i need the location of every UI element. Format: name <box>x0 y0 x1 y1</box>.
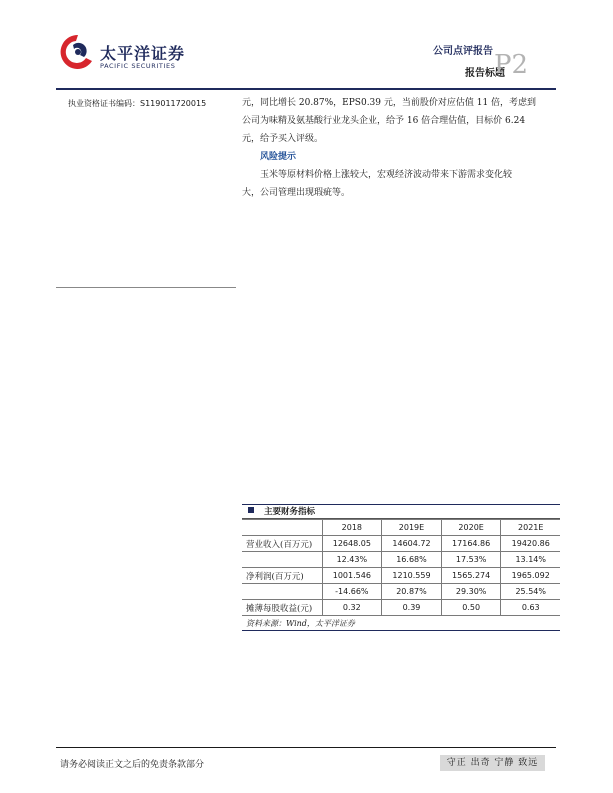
sidebar-divider <box>56 287 236 288</box>
table-cell: 14604.72 <box>382 536 442 552</box>
table-source: 资料来源：Wind，太平洋证券 <box>242 616 560 631</box>
table-title-text: 主要财务指标 <box>264 507 316 517</box>
body-line: 元，同比增长 20.87%，EPS0.39 元，当前股价对应估值 11 倍，考虑到 <box>242 98 537 108</box>
table-cell: 1965.092 <box>501 568 560 584</box>
report-title-label: 报告标题 <box>465 68 505 79</box>
page-header <box>0 0 613 92</box>
header-cell-empty <box>242 520 322 536</box>
table-row <box>242 536 560 552</box>
table-cell: 12.43% <box>322 552 382 568</box>
table-title <box>242 504 560 519</box>
company-motto: 守正 出奇 宁静 致远 <box>440 755 545 771</box>
logo-emblem-icon <box>56 31 96 73</box>
table-cell: 1001.546 <box>322 568 382 584</box>
row-label <box>242 552 322 568</box>
logo-english-name: PACIFIC SECURITIES <box>100 62 176 70</box>
certificate-code: S1190117200 <box>140 99 196 108</box>
certificate-label: 执业资格证书编码： <box>68 99 140 108</box>
row-label: 摊薄每股收益(元) <box>242 600 322 616</box>
row-label: 净利润(百万元) <box>242 568 322 584</box>
table-grid <box>242 519 560 616</box>
row-label: 营业收入(百万元) <box>242 536 322 552</box>
body-line: 公司为味精及氨基酸行业龙头企业，给予 16 倍合理估值，目标价 6.24 <box>242 116 526 126</box>
financial-indicators-table <box>242 504 560 631</box>
footer-divider <box>56 747 556 748</box>
analyst-certificate <box>68 98 206 109</box>
column-header: 2020E <box>441 520 501 536</box>
table-cell: 17164.86 <box>441 536 501 552</box>
certificate-code-tail: 15 <box>195 99 207 108</box>
header-divider <box>56 88 556 90</box>
page-number: P2 <box>494 50 529 80</box>
table-cell: 13.14% <box>501 552 560 568</box>
table-cell: 25.54% <box>501 584 560 600</box>
square-bullet-icon <box>248 507 254 513</box>
table-cell: 29.30% <box>441 584 501 600</box>
table-row <box>242 552 560 568</box>
table-row <box>242 584 560 600</box>
column-header: 2019E <box>382 520 442 536</box>
table-cell: 0.50 <box>441 600 501 616</box>
disclaimer-note: 请务必阅读正文之后的免责条款部分 <box>60 760 205 770</box>
logo-chinese-name: 太平洋证券 <box>100 44 186 63</box>
table-cell: 12648.05 <box>322 536 382 552</box>
table-cell: -14.66% <box>322 584 382 600</box>
risk-line: 大，公司管理出现瑕疵等。 <box>242 188 351 198</box>
row-label <box>242 584 322 600</box>
table-cell: 1565.274 <box>441 568 501 584</box>
column-header: 2021E <box>501 520 560 536</box>
column-header: 2018 <box>322 520 382 536</box>
table-header-row <box>242 520 560 536</box>
table-cell: 17.53% <box>441 552 501 568</box>
table-cell: 0.32 <box>322 600 382 616</box>
table-cell: 20.87% <box>382 584 442 600</box>
risk-section-title: 风险提示 <box>260 152 297 162</box>
risk-line: 玉米等原材料价格上涨较大，宏观经济波动带来下游需求变化较 <box>260 170 513 180</box>
report-body <box>242 94 572 202</box>
table-cell: 0.63 <box>501 600 560 616</box>
table-cell: 1210.559 <box>382 568 442 584</box>
table-row <box>242 568 560 584</box>
document-type: 公司点评报告 <box>433 46 493 57</box>
company-logo <box>56 31 196 77</box>
table-row <box>242 600 560 616</box>
table-cell: 16.68% <box>382 552 442 568</box>
table-cell: 19420.86 <box>501 536 560 552</box>
body-line: 元，给予买入评级。 <box>242 134 324 144</box>
table-cell: 0.39 <box>382 600 442 616</box>
